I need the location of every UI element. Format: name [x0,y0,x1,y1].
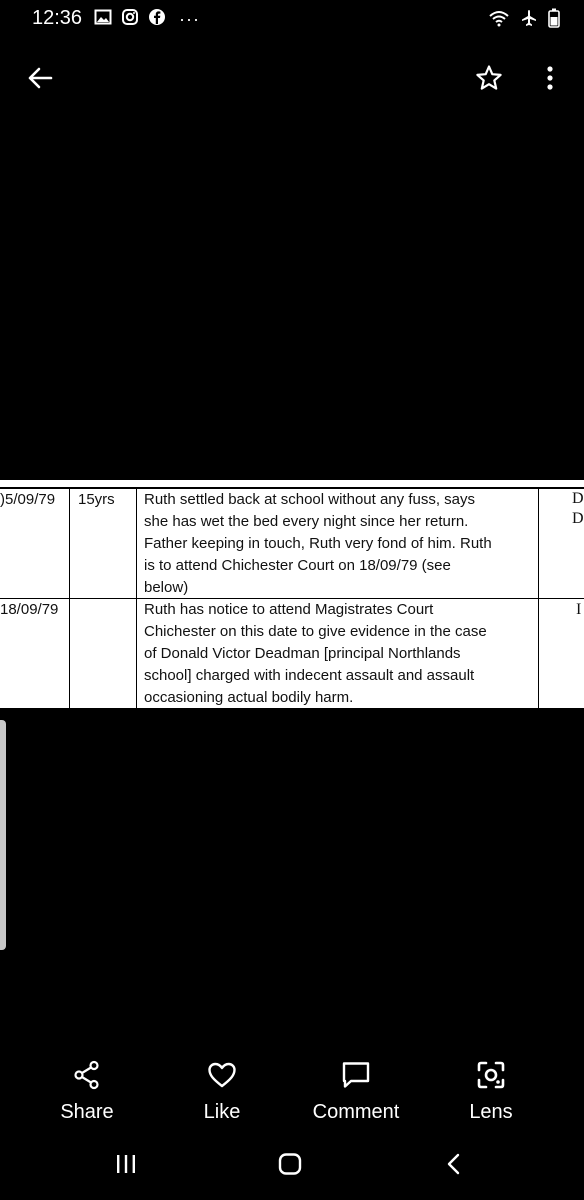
age-cell: 15yrs [78,491,115,508]
note-line: Father keeping in touch, Ruth very fond of him. Ruth [144,535,492,552]
share-label: Share [60,1101,114,1123]
truncated-cell [576,599,581,621]
status-time: 12:36 [32,7,83,29]
notes-cell [144,489,536,599]
note-line: Ruth has notice to attend Magistrates Court [144,601,434,618]
truncated-text: D [572,490,584,507]
arrow-left-icon [27,65,53,96]
more-vertical-icon [546,65,554,96]
note-line: below) [144,579,189,596]
note-line: is to attend Chichester Court on 18/09/79 (see [144,557,451,574]
lens-label: Lens [469,1101,513,1123]
like-label: Like [203,1101,241,1123]
wifi-icon [488,9,510,32]
scroll-handle[interactable] [0,720,6,950]
system-status-icons [488,8,560,33]
recent-apps-icon [115,1154,137,1179]
home-icon [278,1153,302,1180]
airplane-mode-icon [520,9,538,32]
recent-apps-button[interactable] [106,1148,146,1184]
back-nav-button[interactable] [434,1148,474,1184]
comment-button[interactable] [286,1060,426,1124]
truncated-cell [572,489,584,529]
chevron-left-icon [446,1153,462,1180]
more-notifications-icon: ··· [179,9,200,29]
note-line: Ruth settled back at school without any fuss, says [144,491,476,508]
truncated-text: D [572,510,584,527]
table-column-divider [136,487,137,710]
like-button[interactable] [152,1060,292,1124]
share-button[interactable] [17,1060,157,1124]
date-cell: )5/09/79 [0,491,56,508]
truncated-text: I [576,601,582,618]
document-image[interactable] [0,480,584,710]
note-line: school] charged with indecent assault and assault [144,667,475,684]
system-navigation-bar [0,1148,584,1188]
notification-icons [94,8,200,31]
gallery-notification-icon [94,8,112,31]
notes-cell [144,599,536,709]
star-outline-icon [475,64,503,97]
viewer-top-bar [0,56,584,104]
note-line: Chichester on this date to give evidence in the case [144,623,487,640]
facebook-notification-icon [148,8,166,31]
date-cell: 18/09/79 [0,601,59,618]
note-line: of Donald Victor Deadman [principal Northlands [144,645,461,662]
comment-icon [341,1060,371,1095]
note-line: occasioning actual bodily harm. [144,689,354,706]
heart-icon [207,1060,237,1095]
lens-icon [476,1060,506,1095]
share-icon [73,1060,101,1095]
instagram-notification-icon [121,8,139,31]
status-bar [0,0,584,36]
battery-icon [548,8,560,33]
favorite-button[interactable] [468,60,510,100]
home-button[interactable] [270,1148,310,1184]
comment-label: Comment [312,1101,400,1123]
back-button[interactable] [20,60,60,100]
table-column-divider [69,487,70,710]
note-line: she has wet the bed every night since her return. [144,513,469,530]
more-options-button[interactable] [530,60,570,100]
bottom-action-bar [0,1060,584,1130]
lens-button[interactable] [421,1060,561,1124]
table-column-divider [538,487,539,710]
